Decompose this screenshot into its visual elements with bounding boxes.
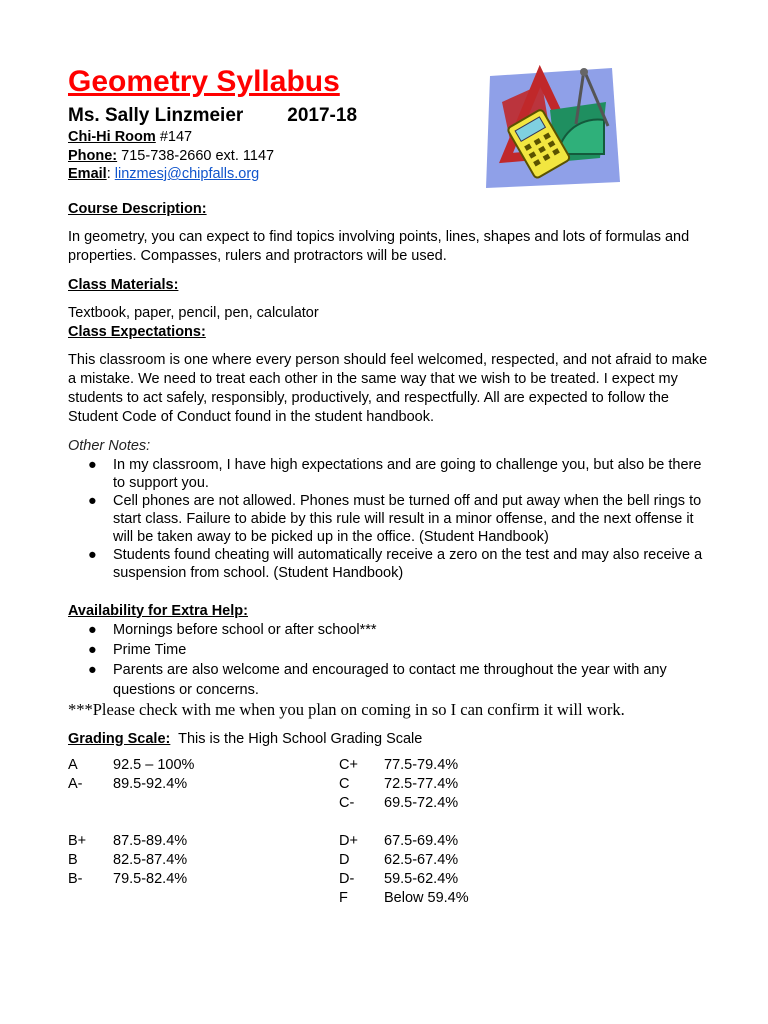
- room-line: [68, 128, 708, 147]
- teacher-row: [68, 104, 708, 128]
- list-item: [68, 660, 708, 700]
- other-notes-list: [68, 456, 708, 582]
- extra-help-text: Mornings before school or after school***: [113, 621, 377, 638]
- class-materials-text: Textbook, paper, pencil, pen, calculator: [68, 304, 319, 321]
- bullet-icon: ●: [88, 621, 97, 638]
- grade-range: 89.5-92.4%: [113, 776, 188, 792]
- grade-range: 67.5-69.4%: [384, 833, 459, 849]
- grade-letter: D+: [339, 833, 358, 849]
- grade-letter: D: [339, 852, 350, 868]
- grade-range: 69.5-72.4%: [384, 795, 459, 811]
- grade-letter: A: [68, 757, 78, 773]
- other-notes-heading: Other Notes:: [68, 437, 151, 454]
- bullet-icon: ●: [88, 546, 97, 563]
- grade-range: 72.5-77.4%: [384, 776, 459, 792]
- grade-range: 62.5-67.4%: [384, 852, 459, 868]
- list-item: [68, 546, 708, 582]
- grade-letter: F: [339, 890, 348, 906]
- grading-scale-subtitle: This is the High School Grading Scale: [178, 730, 423, 747]
- phone-line: [68, 147, 708, 166]
- email-link[interactable]: linzmesj@chipfalls.org: [114, 166, 260, 182]
- grade-letter: A-: [68, 776, 83, 792]
- bullet-icon: ●: [88, 492, 97, 509]
- course-description-text: In geometry, you can expect to find topics involving points, lines, shapes and lots of formulas and properties. Compasses, rulers and protractors will be used.: [68, 228, 690, 264]
- class-expectations-text: This classroom is one where every person should feel welcomed, respected, and not afraid to make a mistake. We need to treat each other in the same way that we wish to be treated. I expect my students to act safely, responsibly, productively, and respectfully. All are expected to follow the Student Code of Conduct found in the student handbook.: [68, 351, 708, 425]
- grade-range: Below 59.4%: [384, 890, 469, 906]
- email-colon: :: [106, 166, 115, 182]
- grading-table-right: [339, 756, 539, 916]
- grade-letter: B: [68, 852, 78, 868]
- class-materials-heading: Class Materials:: [68, 276, 179, 293]
- extra-help-list: [68, 620, 708, 700]
- school-year: 2017-18: [287, 105, 358, 126]
- other-note-text: In my classroom, I have high expectations and are going to challenge you, but also be there to support you.: [113, 456, 702, 491]
- list-item: [68, 456, 708, 492]
- bullet-icon: ●: [88, 661, 97, 678]
- grade-letter: B-: [68, 871, 83, 887]
- grade-letter: D-: [339, 871, 355, 887]
- extra-help-heading: Availability for Extra Help:: [68, 602, 248, 619]
- grade-range: 59.5-62.4%: [384, 871, 459, 887]
- course-description-heading: Course Description:: [68, 200, 207, 217]
- grade-letter: C: [339, 776, 350, 792]
- list-item: [68, 640, 708, 660]
- grade-range: 92.5 – 100%: [113, 757, 195, 773]
- grade-range: 87.5-89.4%: [113, 833, 188, 849]
- teacher-name: Ms. Sally Linzmeier: [68, 105, 244, 126]
- grade-range: 82.5-87.4%: [113, 852, 188, 868]
- grade-range: 77.5-79.4%: [384, 757, 459, 773]
- grade-letter: C-: [339, 795, 355, 811]
- syllabus-page: [68, 64, 708, 749]
- grading-table-left: [68, 756, 268, 896]
- page-title: Geometry Syllabus: [68, 65, 340, 98]
- grade-range: 79.5-82.4%: [113, 871, 188, 887]
- list-item: [68, 492, 708, 546]
- phone-label: Phone:: [68, 147, 118, 164]
- other-note-text: Students found cheating will automatically receive a zero on the test and may also receive a suspension from school. (Student Handbook): [113, 546, 703, 581]
- other-note-text: Cell phones are not allowed. Phones must be turned off and put away when the bell rings to start class. Failure to abide by this rule will result in a minor offense, and the next offense it will be taken away to be picked up in the office. (Student Handbook): [113, 492, 702, 545]
- phone-value: 715-738-2660 ext. 1147: [117, 147, 275, 164]
- extra-help-text: Parents are also welcome and encouraged to contact me throughout the year with any questions or concerns.: [113, 661, 667, 698]
- class-expectations-heading: Class Expectations:: [68, 323, 206, 340]
- bullet-icon: ●: [88, 641, 97, 658]
- room-label: Chi-Hi Room: [68, 129, 156, 145]
- grading-scale-heading: Grading Scale:: [68, 730, 171, 747]
- extra-help-note: ***Please check with me when you plan on coming in so I can confirm it will work.: [68, 699, 625, 719]
- list-item: [68, 620, 708, 640]
- bullet-icon: ●: [88, 456, 97, 473]
- extra-help-text: Prime Time: [113, 641, 187, 658]
- email-label: Email: [68, 166, 107, 182]
- grade-letter: C+: [339, 757, 358, 773]
- email-line: [68, 165, 708, 184]
- grade-letter: B+: [68, 833, 87, 849]
- room-value: #147: [155, 129, 193, 145]
- grading-scale-line: [68, 730, 708, 749]
